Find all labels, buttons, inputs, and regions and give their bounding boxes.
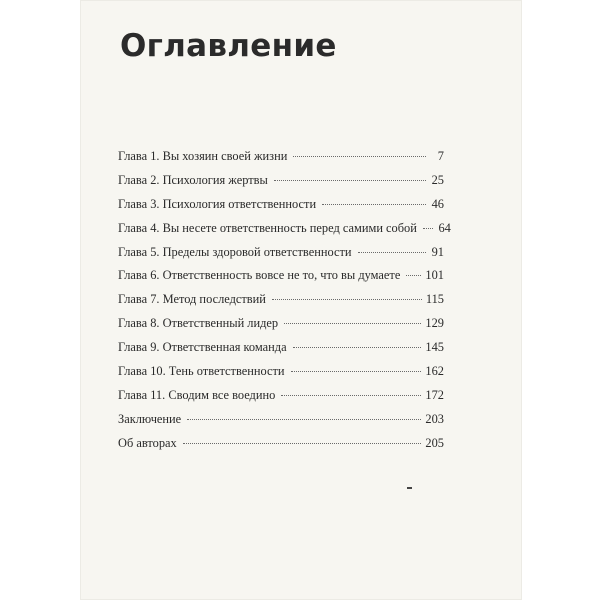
toc-entry-page: 205 xyxy=(425,435,444,450)
table-of-contents xyxy=(118,149,451,460)
toc-entry-4[interactable] xyxy=(118,220,451,245)
dot-leader xyxy=(406,275,421,276)
toc-entry-page: 172 xyxy=(425,387,444,402)
toc-entry-11[interactable] xyxy=(118,388,444,412)
toc-entry-7[interactable] xyxy=(118,292,444,316)
dot-leader xyxy=(358,252,426,253)
dot-leader xyxy=(183,443,422,444)
dot-leader xyxy=(293,347,422,348)
toc-entry-3[interactable] xyxy=(118,197,444,221)
toc-entry-conclusion[interactable] xyxy=(118,412,444,436)
toc-entry-9[interactable] xyxy=(118,340,444,364)
toc-entry-page: 101 xyxy=(425,268,444,283)
toc-entry-page: 129 xyxy=(425,316,444,331)
dot-leader xyxy=(322,204,426,205)
toc-entry-label: Глава 1. Вы хозяин своей жизни xyxy=(118,149,288,163)
dot-leader xyxy=(187,419,421,420)
toc-entry-label: Глава 7. Метод последствий xyxy=(118,292,266,307)
toc-entry-page: 145 xyxy=(425,340,444,355)
toc-entry-page: 91 xyxy=(431,244,444,259)
toc-entry-1[interactable] xyxy=(118,149,444,173)
toc-entry-label: Глава 6. Ответственность вовсе не то, что вы думаете xyxy=(118,268,401,283)
dot-leader xyxy=(272,299,422,300)
toc-entry-label: Глава 11. Сводим все воедино xyxy=(118,387,276,402)
toc-entry-5[interactable] xyxy=(118,245,444,269)
toc-entry-label: Заключение xyxy=(118,411,182,426)
toc-entry-10[interactable] xyxy=(118,364,444,388)
toc-entry-page: 162 xyxy=(425,364,444,379)
toc-entry-page: 115 xyxy=(425,292,444,307)
dot-leader xyxy=(293,156,426,157)
toc-entry-page: 25 xyxy=(431,172,444,187)
page-title: Оглавление xyxy=(120,28,337,64)
print-mark xyxy=(407,487,412,489)
dot-leader xyxy=(281,395,421,396)
toc-entry-label: Глава 10. Тень ответственности xyxy=(118,364,285,379)
toc-entry-label: Глава 5. Пределы здоровой ответственности xyxy=(118,244,352,259)
toc-entry-page: 64 xyxy=(438,220,451,235)
toc-entry-label: Глава 4. Вы несете ответственность перед самими собой xyxy=(118,220,417,235)
toc-entry-6[interactable] xyxy=(118,268,444,292)
toc-entry-8[interactable] xyxy=(118,316,444,340)
toc-entry-label: Глава 2. Психология жертвы xyxy=(118,172,268,187)
toc-entry-page: 203 xyxy=(425,411,444,426)
dot-leader xyxy=(423,228,433,229)
toc-entry-label: Об авторах xyxy=(118,435,177,450)
toc-entry-about-authors[interactable] xyxy=(118,436,444,460)
toc-entry-label: Глава 9. Ответственная команда xyxy=(118,340,287,355)
dot-leader xyxy=(284,323,421,324)
toc-entry-label: Глава 3. Психология ответственности xyxy=(118,196,317,211)
toc-entry-page: 7 xyxy=(437,149,444,163)
dot-leader xyxy=(291,371,422,372)
toc-entry-2[interactable] xyxy=(118,173,444,197)
dot-leader xyxy=(274,180,426,181)
toc-entry-page: 46 xyxy=(431,196,444,211)
toc-entry-label: Глава 8. Ответственный лидер xyxy=(118,316,279,331)
